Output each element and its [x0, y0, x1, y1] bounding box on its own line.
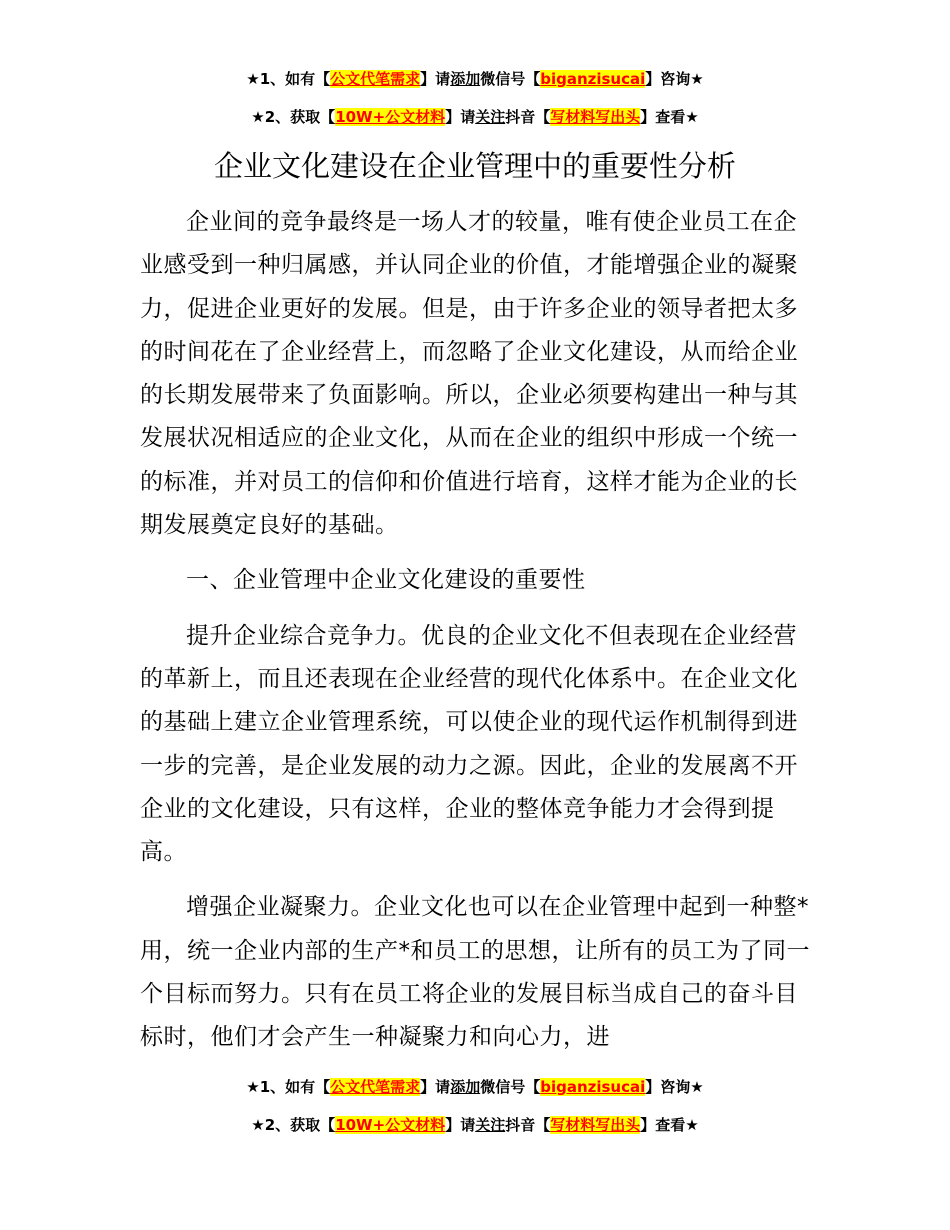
promo-text: 】请	[420, 1078, 451, 1096]
promo-text: 抖音【	[505, 1116, 551, 1134]
promo-text: 】请	[420, 70, 451, 88]
footer-promo-line-2	[0, 1115, 950, 1135]
promo-text: 】请	[445, 1116, 476, 1134]
promo-text: ★2、获取【	[251, 1116, 336, 1134]
promo-text: ★2、获取【	[251, 108, 336, 126]
promo-wechat-id: biganzisucai	[540, 1078, 646, 1096]
document-body	[140, 201, 815, 1060]
promo-wechat-id: biganzisucai	[540, 70, 646, 88]
promo-text: 】咨询★	[645, 1078, 704, 1096]
promo-text: 微信号【	[480, 1078, 541, 1096]
promo-underline: 添加	[450, 70, 481, 88]
document-title: 企业文化建设在企业管理中的重要性分析	[213, 149, 736, 183]
promo-highlight: 10W+公文材料	[335, 108, 446, 126]
promo-underline: 关注	[475, 108, 506, 126]
promo-text: 】查看★	[640, 108, 699, 126]
promo-douyin-id: 写材料写出头	[550, 1116, 641, 1134]
body-paragraph: 提升企业综合竞争力。优良的企业文化不但表现在企业经营的革新上，而且还表现在企业经营的现代化体系中。在企业文化的基础上建立企业管理系统，可以使企业的现代运作机制得到进一步的完善，是企业发展的动力之源。因此，企业的发展离不开企业的文化建设，只有这样，企业的整体竞争能力才会得到提高。	[140, 622, 798, 866]
promo-underline: 关注	[475, 1116, 506, 1134]
promo-text: 】咨询★	[645, 70, 704, 88]
body-paragraph: 企业间的竞争最终是一场人才的较量，唯有使企业员工在企业感受到一种归属感，并认同企业的价值，才能增强企业的凝聚力，促进企业更好的发展。但是，由于许多企业的领导者把太多的时间花在了企业经营上，而忽略了企业文化建设，从而给企业的长期发展带来了负面影响。所以，企业必须要构建出一种与其发展状况相适应的企业文化，从而在企业的组织中形成一个统一的标准，并对员工的信仰和价值进行培育，这样才能为企业的长期发展奠定良好的基础。	[140, 209, 798, 539]
footer-promo-line-1	[0, 1077, 950, 1097]
promo-douyin-id: 写材料写出头	[550, 108, 641, 126]
promo-text: 微信号【	[480, 70, 541, 88]
promo-text: 】请	[445, 108, 476, 126]
promo-highlight: 公文代笔需求	[330, 70, 421, 88]
header-promo-line-2	[0, 107, 950, 127]
promo-text: 】查看★	[640, 1116, 699, 1134]
section-heading: 一、企业管理中企业文化建设的重要性	[186, 567, 586, 594]
promo-highlight: 公文代笔需求	[330, 1078, 421, 1096]
header-promo-line-1	[0, 69, 950, 89]
body-paragraph: 增强企业凝聚力。企业文化也可以在企业管理中起到一种整*用，统一企业内部的生产*和员工的思想，让所有的员工为了同一个目标而努力。只有在员工将企业的发展目标当成自己的奋斗目标时，他们才会产生一种凝聚力和向心力，进	[140, 894, 810, 1051]
promo-text: ★1、如有【	[246, 70, 331, 88]
promo-highlight: 10W+公文材料	[335, 1116, 446, 1134]
promo-underline: 添加	[450, 1078, 481, 1096]
promo-text: 抖音【	[505, 108, 551, 126]
promo-text: ★1、如有【	[246, 1078, 331, 1096]
